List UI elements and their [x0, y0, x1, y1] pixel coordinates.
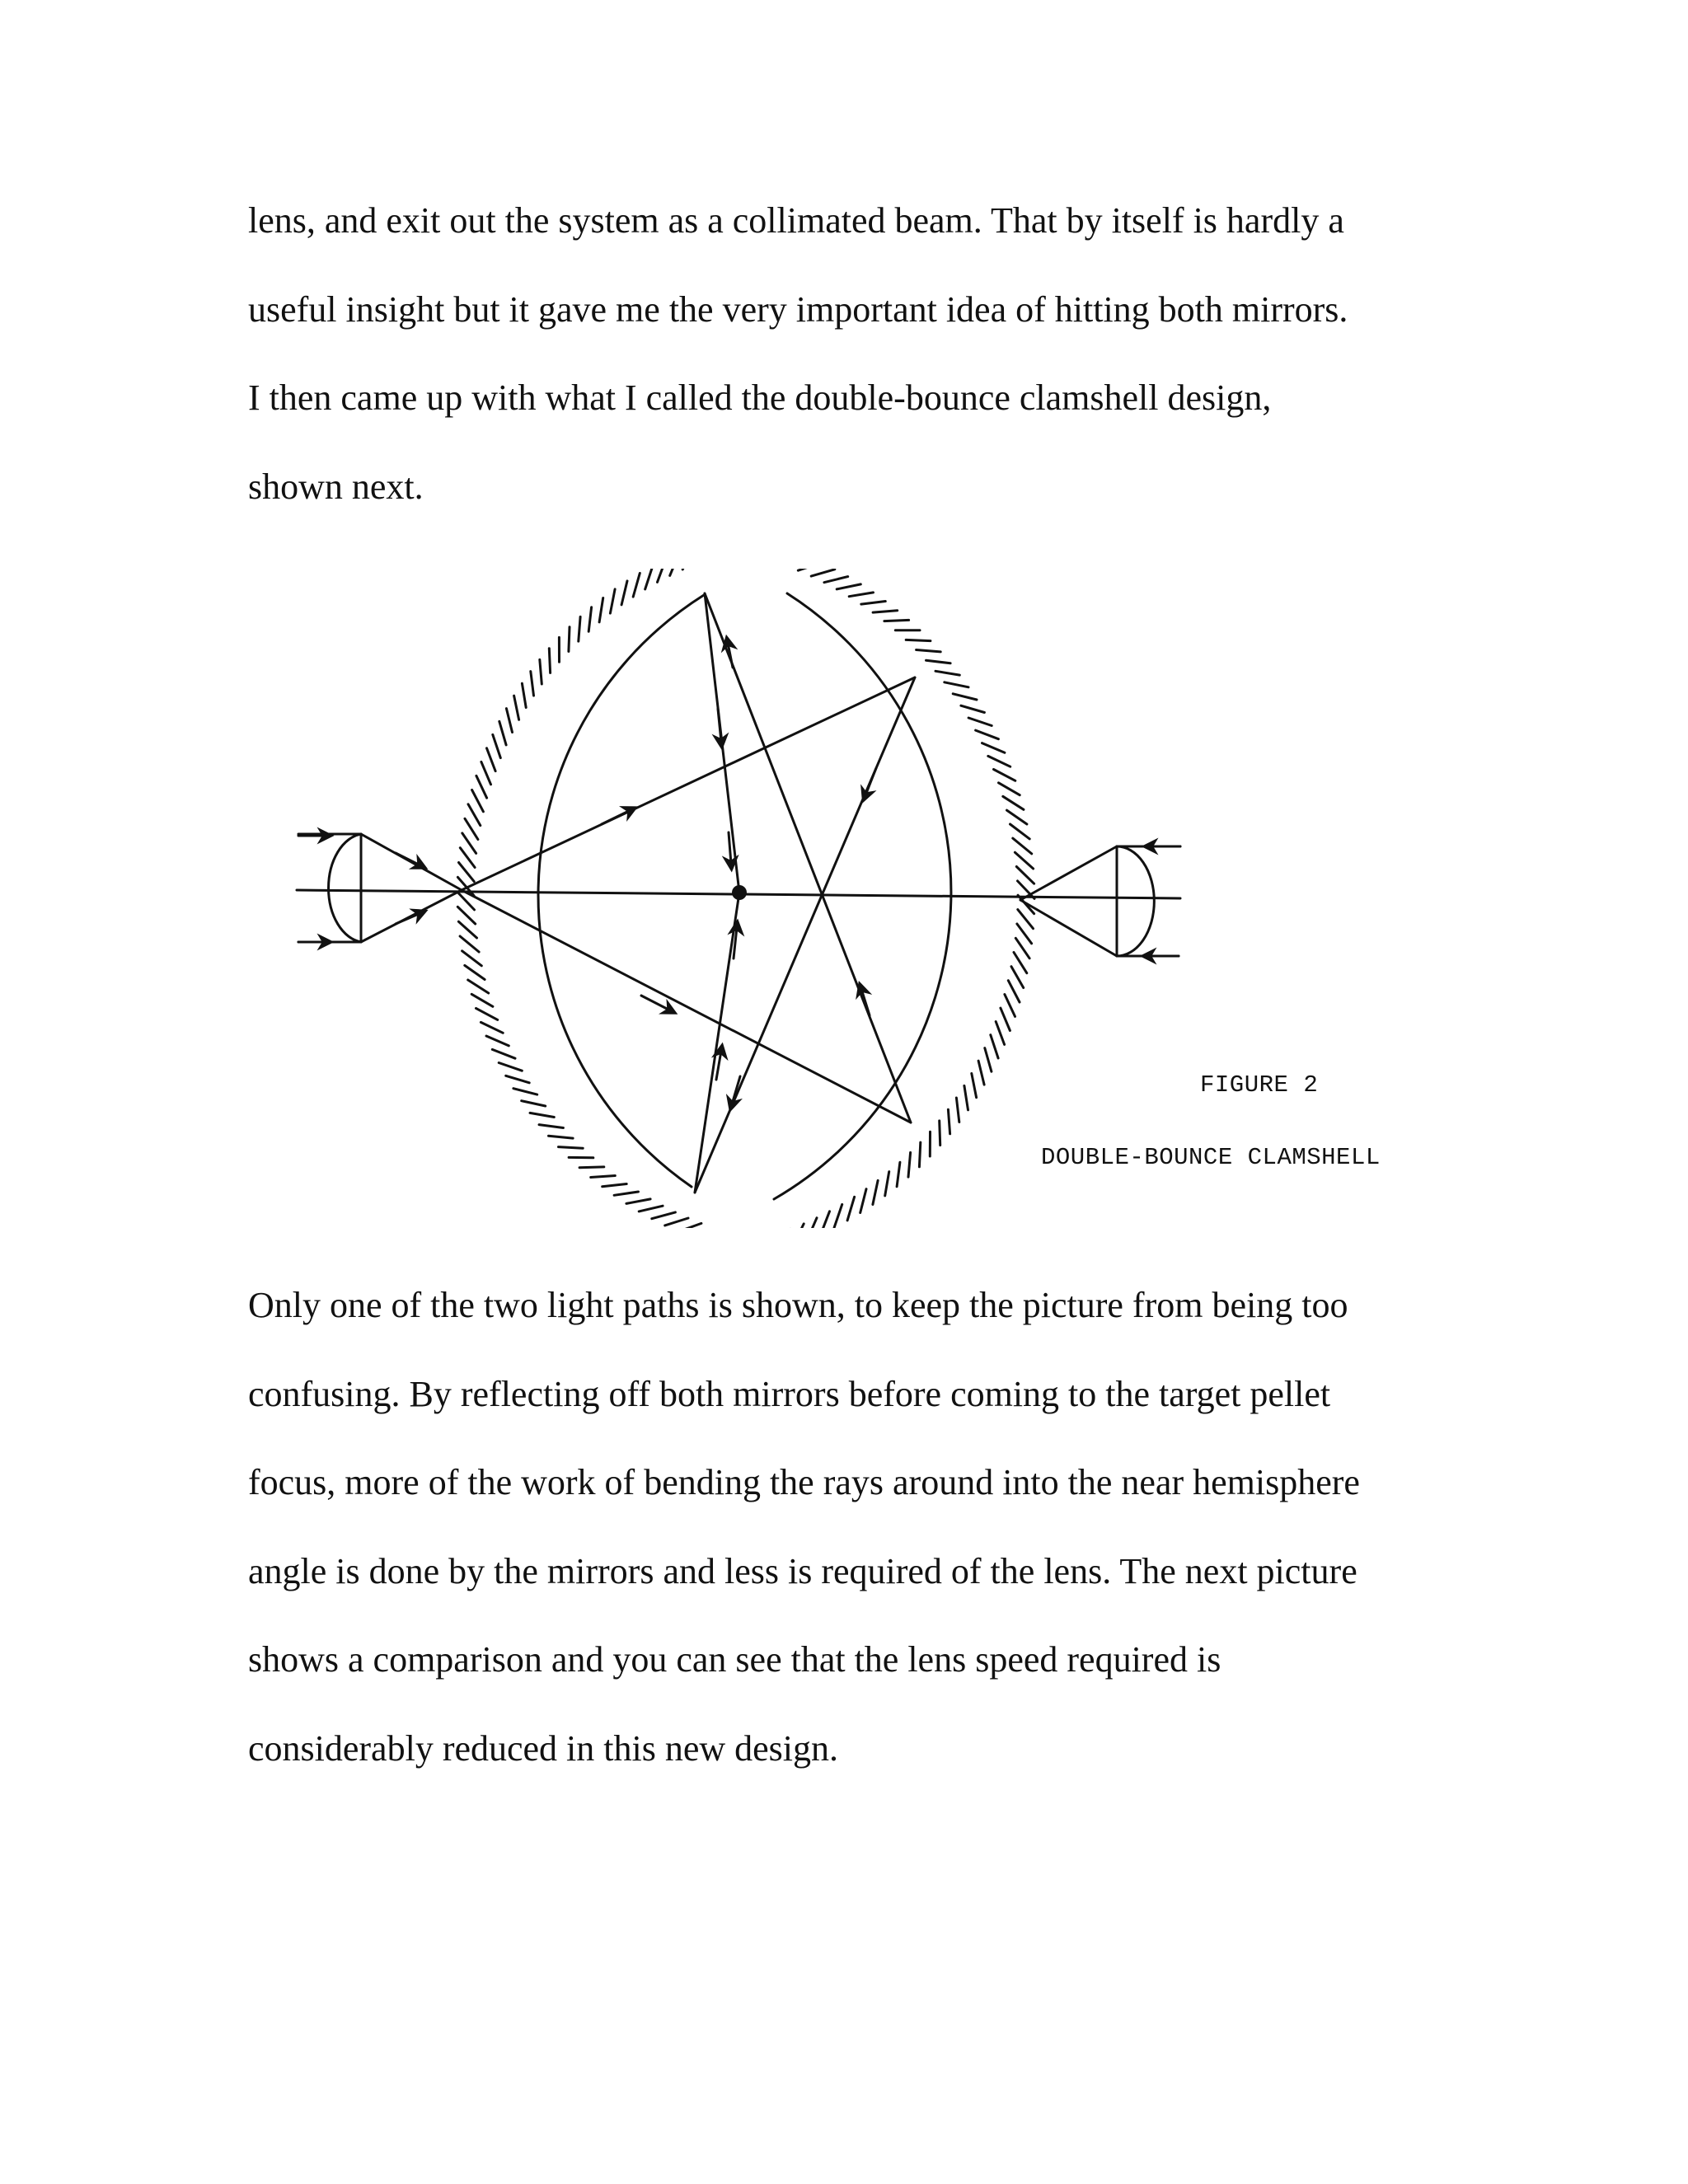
- mirror-hatch-mark: [633, 574, 640, 598]
- mirror-hatch-mark: [626, 1199, 650, 1204]
- text-line: Only one of the two light paths is shown, to keep the picture from being too: [248, 1285, 1348, 1325]
- right-mirror-hatching: [779, 569, 1034, 1228]
- mirror-hatch-mark: [811, 569, 835, 576]
- mirror-hatch-mark: [614, 1192, 638, 1195]
- mirror-hatch-mark: [793, 1224, 804, 1228]
- mirror-hatch-mark: [1011, 967, 1024, 988]
- body-paragraph-top: [248, 176, 1451, 531]
- mirror-hatch-mark: [1008, 981, 1020, 1002]
- text-line: confusing. By reflecting off both mirrors before coming to the target pellet: [248, 1373, 1331, 1414]
- mirror-hatch-mark: [968, 718, 992, 726]
- left-mirror-arc: [538, 595, 704, 1187]
- mirror-hatch-mark: [540, 659, 542, 684]
- mirror-hatch-mark: [481, 762, 491, 784]
- mirror-hatch-mark: [531, 672, 534, 696]
- mirror-hatch-mark: [953, 694, 977, 700]
- mirror-hatch-mark: [1001, 1008, 1010, 1030]
- mirror-hatch-mark: [1010, 824, 1030, 839]
- mirror-hatch-mark: [665, 1218, 688, 1226]
- mirror-hatch-mark: [499, 1063, 522, 1071]
- mirror-hatch-mark: [996, 1022, 1004, 1045]
- mirror-hatch-mark: [499, 721, 506, 745]
- mirror-hatch-mark: [610, 589, 615, 613]
- mirror-hatch-mark: [935, 671, 959, 675]
- figure-title: DOUBLE-BOUNCE CLAMSHELL: [1041, 1144, 1381, 1171]
- mirror-hatch-mark: [964, 1085, 968, 1109]
- mirror-hatch-mark: [645, 569, 653, 589]
- mirror-hatch-mark: [1017, 924, 1032, 944]
- mirror-hatch-mark: [468, 804, 481, 826]
- mirror-hatch-mark: [599, 598, 603, 622]
- mirror-hatch-mark: [471, 994, 493, 1006]
- mirror-hatch-mark: [539, 1125, 563, 1128]
- mirror-hatch-mark: [514, 696, 519, 719]
- mirror-hatch-mark: [994, 770, 1015, 781]
- mirror-hatch-mark: [1018, 910, 1034, 929]
- ray-arrows: [602, 643, 876, 1104]
- mirror-hatch-mark: [559, 1147, 584, 1149]
- mirror-hatch-mark: [798, 569, 821, 570]
- mirror-hatch-mark: [621, 581, 627, 605]
- text-line: shows a comparison and you can see that the lens speed required is: [248, 1639, 1221, 1680]
- mirror-hatch-mark: [873, 1180, 878, 1204]
- mirror-hatch-mark: [493, 734, 501, 757]
- mirror-hatch-mark: [988, 756, 1010, 766]
- mirror-hatch-mark: [639, 1206, 663, 1212]
- mirror-hatch-mark: [985, 1048, 992, 1072]
- mirror-hatch-mark: [476, 1008, 498, 1019]
- mirror-hatch-mark: [678, 1223, 701, 1228]
- figure-label: FIGURE 2: [1200, 1071, 1319, 1099]
- mirror-hatch-mark: [530, 1113, 554, 1117]
- mirror-hatch-mark: [884, 620, 909, 621]
- text-line: focus, more of the work of bending the rays around into the near hemisphere: [248, 1462, 1360, 1502]
- mirror-hatch-mark: [897, 1162, 900, 1187]
- mirror-hatch-mark: [917, 650, 941, 652]
- mirror-hatch-mark: [824, 577, 848, 583]
- mirror-hatch-mark: [569, 627, 570, 652]
- mirror-hatch-mark: [506, 1076, 530, 1083]
- mirror-hatch-mark: [460, 848, 475, 868]
- mirror-hatch-mark: [1015, 938, 1029, 958]
- mirror-hatch-mark: [873, 611, 898, 612]
- mirror-hatch-mark: [670, 569, 679, 575]
- mirror-hatch-mark: [837, 584, 860, 589]
- left-mirror-hatching: [457, 569, 707, 1228]
- text-line: I then came up with what I called the double-bounce clamshell design,: [248, 377, 1272, 418]
- mirror-hatch-mark: [1005, 995, 1015, 1017]
- mirror-hatch-mark: [658, 569, 666, 582]
- mirror-hatch-mark: [549, 1136, 574, 1138]
- mirror-hatch-mark: [945, 682, 968, 687]
- mirror-hatch-mark: [472, 790, 484, 812]
- text-line: lens, and exit out the system as a collimated beam. That by itself is hardly a: [248, 200, 1344, 241]
- mirror-hatch-mark: [486, 1036, 509, 1046]
- mirror-hatch-mark: [465, 818, 478, 839]
- text-line: considerably reduced in this new design.: [248, 1727, 839, 1769]
- body-paragraph-bottom: [248, 1261, 1451, 1793]
- mirror-hatch-mark: [861, 602, 886, 605]
- mirror-hatch-mark: [476, 776, 487, 798]
- mirror-hatch-mark: [849, 593, 873, 597]
- mirror-hatch-mark: [908, 1152, 911, 1177]
- mirror-hatch-mark: [481, 1022, 503, 1033]
- mirror-hatch-mark: [807, 1218, 817, 1228]
- mirror-hatch-mark: [961, 705, 985, 712]
- text-line: useful insight but it gave me the very important idea of hitting both mirrors.: [248, 288, 1348, 330]
- text-line: angle is done by the mirrors and less is required of the lens. The next picture: [248, 1550, 1357, 1591]
- mirror-hatch-mark: [956, 1098, 959, 1122]
- mirror-hatch-mark: [976, 730, 999, 739]
- mirror-hatch-mark: [462, 951, 482, 966]
- mirror-hatch-mark: [834, 1204, 842, 1227]
- mirror-hatch-mark: [549, 649, 550, 673]
- mirror-hatch-mark: [885, 1172, 889, 1196]
- mirror-hatch-mark: [948, 1109, 950, 1134]
- mirror-hatch-mark: [579, 1167, 604, 1168]
- mirror-hatch-mark: [465, 965, 485, 979]
- mirror-hatch-mark: [999, 783, 1020, 795]
- mirror-hatch-mark: [1007, 810, 1027, 824]
- mirror-hatch-mark: [522, 683, 526, 707]
- mirror-hatch-mark: [513, 1089, 537, 1094]
- mirror-hatch-mark: [652, 1212, 676, 1219]
- mirror-hatch-mark: [588, 607, 591, 632]
- text-line: shown next.: [248, 466, 424, 507]
- mirror-hatch-mark: [462, 833, 476, 854]
- mirror-hatch-mark: [1014, 953, 1027, 973]
- mirror-hatch-mark: [982, 743, 1005, 753]
- left-lens-assembly: [298, 834, 462, 942]
- clamshell-diagram: [272, 569, 1203, 1228]
- right-lens-assembly: [1020, 846, 1180, 956]
- mirror-hatch-mark: [468, 980, 489, 993]
- mirror-hatch-mark: [847, 1197, 855, 1221]
- mirror-hatch-mark: [991, 1035, 998, 1058]
- mirror-hatch-mark: [919, 1142, 920, 1167]
- mirror-hatch-mark: [603, 1184, 627, 1187]
- mirror-hatch-mark: [1003, 796, 1024, 809]
- mirror-hatch-mark: [506, 709, 512, 733]
- mirror-hatch-mark: [591, 1176, 616, 1178]
- mirror-hatch-mark: [926, 660, 951, 663]
- mirror-hatch-mark: [492, 1049, 515, 1058]
- mirror-hatch-mark: [972, 1074, 977, 1098]
- mirror-hatch-mark: [579, 616, 580, 641]
- mirror-hatch-mark: [487, 748, 496, 771]
- mirror-hatch-mark: [978, 1061, 984, 1085]
- mirror-hatch-mark: [860, 1189, 866, 1213]
- mirror-hatch-mark: [522, 1101, 546, 1106]
- target-pellet: [732, 885, 747, 900]
- mirror-hatch-mark: [821, 1212, 830, 1228]
